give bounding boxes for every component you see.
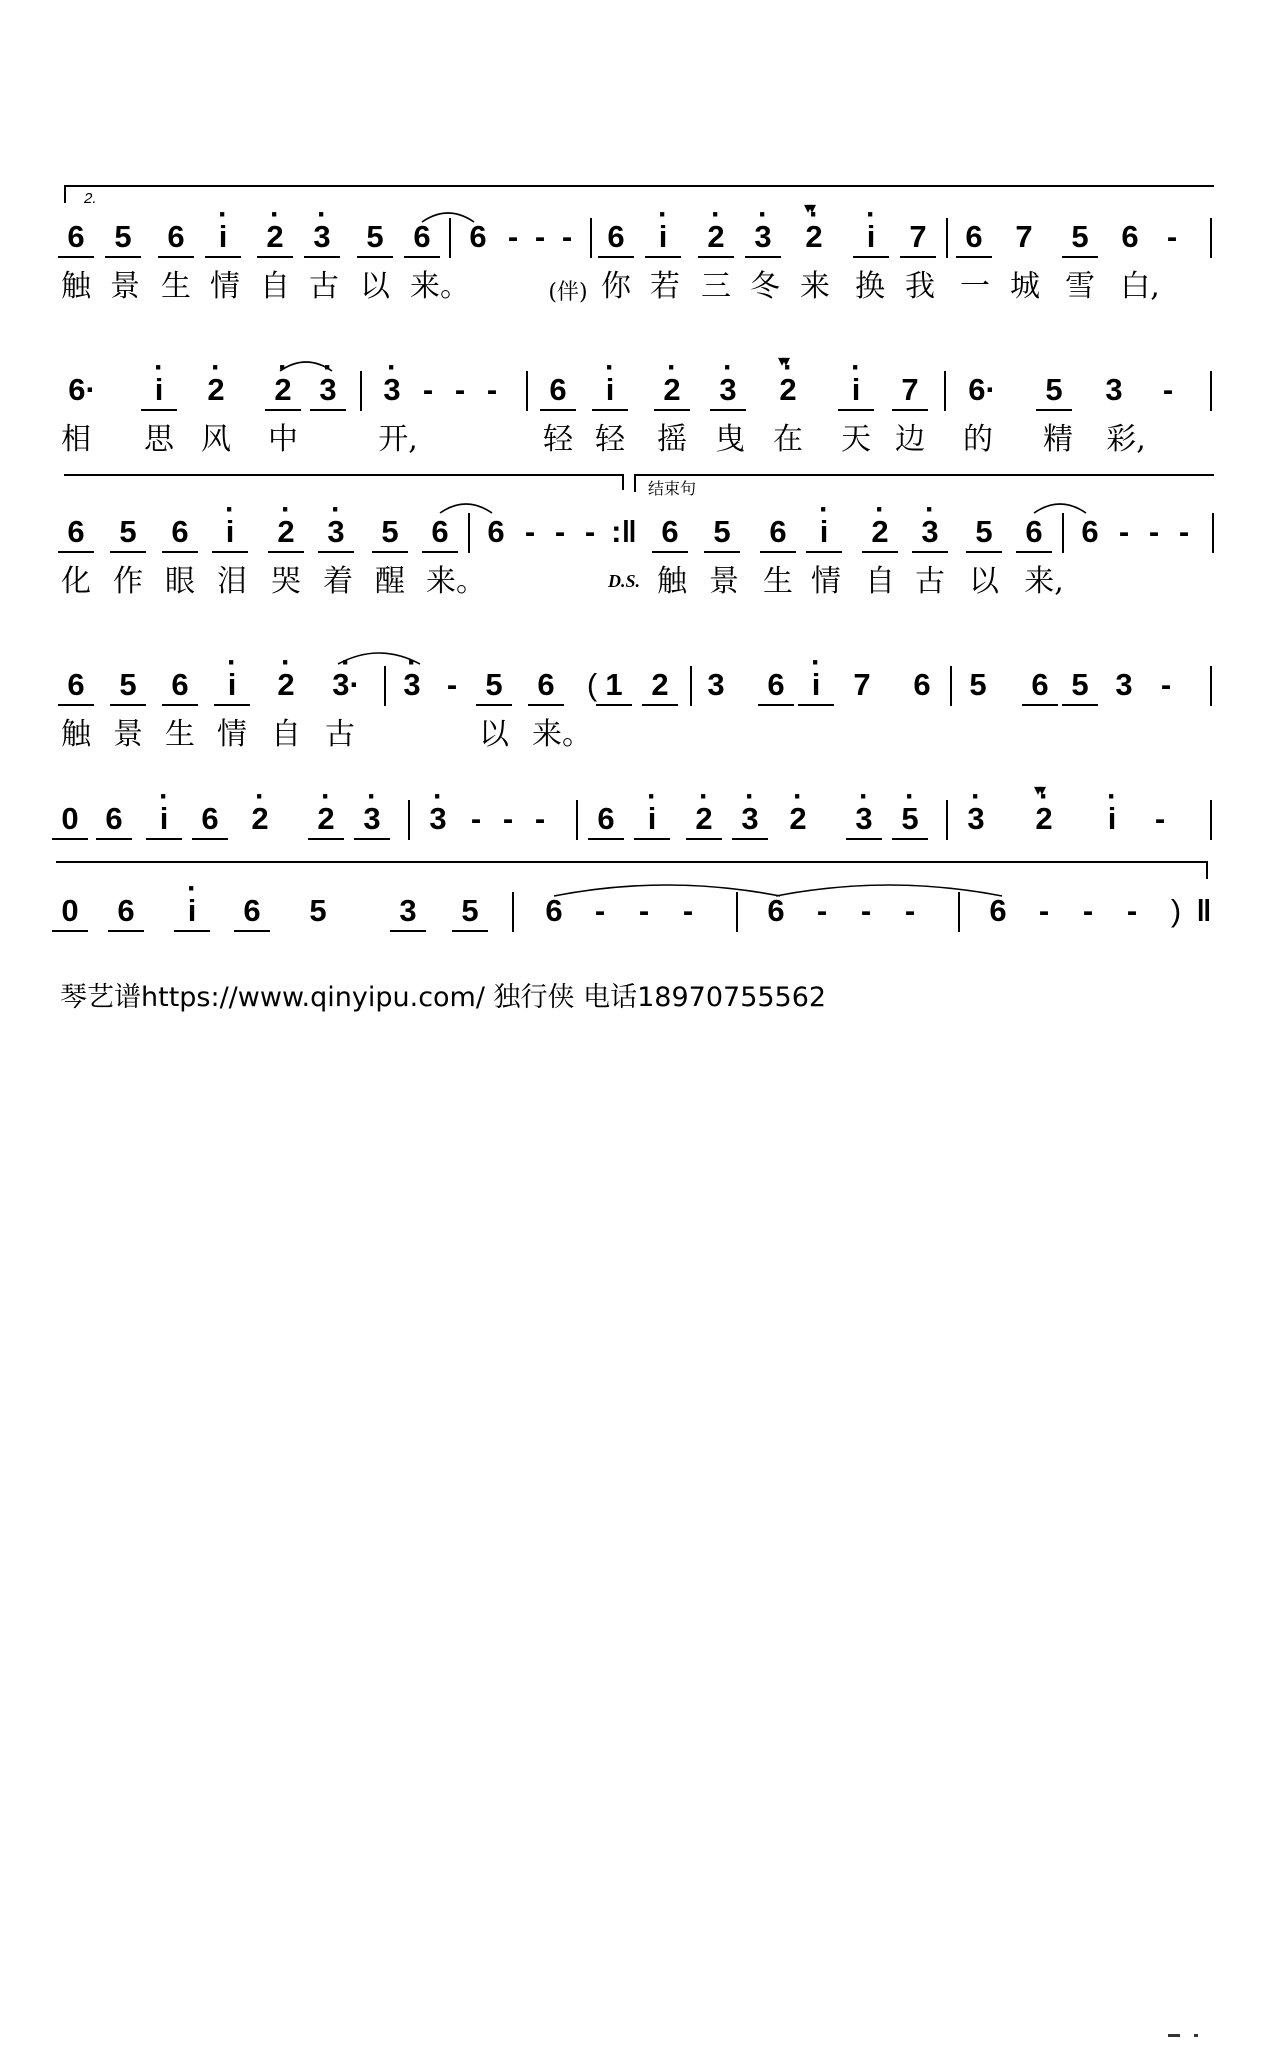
lyric: 一 xyxy=(960,269,990,304)
note: · 3 xyxy=(307,220,337,254)
barline xyxy=(576,800,578,840)
lyric: 思 xyxy=(144,422,174,457)
note: 5 xyxy=(113,515,143,549)
corner-mark xyxy=(1168,2033,1208,2039)
note: 6 xyxy=(237,894,267,928)
note: · 3 xyxy=(423,802,453,836)
note: 7 xyxy=(895,373,925,407)
note: · 5 xyxy=(895,802,925,836)
dash: - xyxy=(534,801,546,836)
note: 6 xyxy=(767,893,785,928)
lyric: 化 xyxy=(61,564,91,599)
note: · 2 xyxy=(799,220,829,254)
note: 6 xyxy=(545,893,563,928)
note: · 2 xyxy=(268,373,298,407)
note: 6 xyxy=(1025,668,1055,702)
lyric: 轻 xyxy=(595,422,625,457)
note: 3 xyxy=(393,894,423,928)
lyric: 精 xyxy=(1043,422,1073,457)
note: · i xyxy=(217,668,247,702)
dash: - xyxy=(1166,219,1178,254)
lyric: 哭 xyxy=(271,564,301,599)
note: 7 xyxy=(853,667,871,702)
lyric: 换 xyxy=(855,269,885,304)
volta-hook-2 xyxy=(64,185,66,203)
dash: - xyxy=(486,372,498,407)
note: · 3 xyxy=(313,373,343,407)
coda-line xyxy=(56,861,1208,863)
slur xyxy=(438,499,494,515)
lyric: 来。 xyxy=(532,717,592,752)
note: · 2 xyxy=(260,220,290,254)
lyric: 相 xyxy=(61,422,91,457)
lyric: 以 xyxy=(969,564,999,599)
note: · 2 xyxy=(783,802,813,836)
barline xyxy=(384,666,386,706)
lyric: 触 xyxy=(61,717,91,752)
note: 6 xyxy=(959,220,989,254)
note: 5 xyxy=(1065,668,1095,702)
note: 6 xyxy=(99,802,129,836)
slur xyxy=(336,648,422,666)
note: 6 xyxy=(425,515,455,549)
slur xyxy=(420,208,476,224)
note: · 3 xyxy=(321,515,351,549)
note: · 3 xyxy=(357,802,387,836)
barline xyxy=(468,513,470,553)
lyric: 来。 xyxy=(410,269,470,304)
note: · 2 xyxy=(773,373,803,407)
note: 6 xyxy=(111,894,141,928)
barline xyxy=(1210,218,1212,258)
note: 6 xyxy=(195,802,225,836)
slur xyxy=(1032,499,1088,515)
note: · i xyxy=(856,220,886,254)
dash: - xyxy=(561,219,573,254)
note: 6 xyxy=(543,373,573,407)
lyric: 以 xyxy=(360,269,390,304)
note: · 2 xyxy=(865,515,895,549)
barline xyxy=(946,218,948,258)
lyric: 情 xyxy=(210,269,240,304)
dash: - xyxy=(584,514,596,549)
lyric-accompaniment: (伴) xyxy=(548,280,588,305)
barline xyxy=(950,666,952,706)
lyric: 摇 xyxy=(657,422,687,457)
barline xyxy=(1210,666,1212,706)
note: 0 xyxy=(55,802,85,836)
note: 6 xyxy=(61,668,91,702)
lyric: 触 xyxy=(657,564,687,599)
dash: - xyxy=(860,893,872,928)
barline xyxy=(690,666,692,706)
note: · 3 xyxy=(849,802,879,836)
lyric: 在 xyxy=(773,422,803,457)
lyric: 的 xyxy=(963,422,993,457)
note: · i xyxy=(215,515,245,549)
note: · 3 xyxy=(397,668,427,702)
lyric: 冬 xyxy=(750,269,780,304)
note: · 3· xyxy=(326,668,366,702)
dash: - xyxy=(470,801,482,836)
note: · 3 xyxy=(735,802,765,836)
note: · 2 xyxy=(271,668,301,702)
note: 0 xyxy=(55,894,85,928)
paren: ) xyxy=(1170,893,1182,928)
lyric: 雪 xyxy=(1065,269,1095,304)
note: 6 xyxy=(761,668,791,702)
barline xyxy=(449,218,451,258)
note: · 2 xyxy=(311,802,341,836)
note: 5 xyxy=(375,515,405,549)
note: 6 xyxy=(913,667,931,702)
ending-hook xyxy=(634,474,636,492)
note: 6 xyxy=(161,220,191,254)
ending-label: 结束句 xyxy=(648,481,697,498)
trill-mark: ▾▾ xyxy=(1034,780,1043,799)
dash: - xyxy=(422,372,434,407)
footer-credit: 琴艺谱https://www.qinyipu.com/ 独行侠 电话18970755562 xyxy=(60,982,827,1013)
note: 6· xyxy=(968,372,996,407)
lyric: 古 xyxy=(325,717,355,752)
lyric: 以 xyxy=(479,717,509,752)
dash: - xyxy=(534,219,546,254)
note: · 2 xyxy=(201,373,231,407)
barline xyxy=(590,218,592,258)
dash: - xyxy=(524,514,536,549)
lyric: 三 xyxy=(701,269,731,304)
note: 6 xyxy=(165,668,195,702)
lyric: 生 xyxy=(161,269,191,304)
note: · 2 xyxy=(1029,802,1059,836)
lyric: 触 xyxy=(61,269,91,304)
note: · 2 xyxy=(245,802,275,836)
note: 6 xyxy=(61,515,91,549)
barline xyxy=(1062,513,1064,553)
lyric: 边 xyxy=(895,422,925,457)
note: 5 xyxy=(1039,373,1069,407)
repeat-end: :‖ xyxy=(611,514,637,549)
note: · 3 xyxy=(713,373,743,407)
dash: - xyxy=(1118,514,1130,549)
lyric: 若 xyxy=(650,269,680,304)
volta-line-1 xyxy=(64,474,624,476)
note: 2 xyxy=(645,668,675,702)
dash: - xyxy=(1162,372,1174,407)
ending-line xyxy=(634,474,1214,476)
dash: - xyxy=(1082,893,1094,928)
note: 3 xyxy=(1115,667,1133,702)
note: 5 xyxy=(1065,220,1095,254)
lyric: 我 xyxy=(905,269,935,304)
final-barline: ‖ xyxy=(1196,893,1212,928)
note: 6 xyxy=(531,668,561,702)
note: · 2 xyxy=(657,373,687,407)
lyric: 自 xyxy=(865,564,895,599)
tie xyxy=(552,880,782,898)
barline xyxy=(512,892,514,932)
lyric: 中 xyxy=(268,422,298,457)
note: 6 xyxy=(591,802,621,836)
dash: - xyxy=(594,893,606,928)
dash: - xyxy=(446,667,458,702)
note: 6 xyxy=(601,220,631,254)
note: · 3 xyxy=(748,220,778,254)
lyric: 着 xyxy=(323,564,353,599)
lyric: 情 xyxy=(811,564,841,599)
note: 7 xyxy=(903,220,933,254)
note: · 2 xyxy=(271,515,301,549)
lyric: 彩, xyxy=(1106,422,1146,457)
lyric: 自 xyxy=(260,269,290,304)
lyric: 风 xyxy=(201,422,231,457)
lyric: 来。 xyxy=(426,564,486,599)
note: 7 xyxy=(1015,219,1033,254)
slur xyxy=(278,357,334,373)
barline xyxy=(946,800,948,840)
note: 6 xyxy=(407,220,437,254)
barline xyxy=(944,371,946,411)
dash: - xyxy=(904,893,916,928)
note: 3 xyxy=(1105,372,1123,407)
lyric: 城 xyxy=(1010,269,1040,304)
note: 5 xyxy=(309,893,327,928)
barline xyxy=(408,800,410,840)
note: 6 xyxy=(1081,514,1099,549)
trill-mark: ▾▾ xyxy=(804,198,813,217)
coda-hook xyxy=(1206,861,1208,879)
lyric: 古 xyxy=(915,564,945,599)
dash: - xyxy=(1160,667,1172,702)
note: · i xyxy=(177,894,207,928)
volta-line-2 xyxy=(64,185,1214,187)
lyric: 醒 xyxy=(375,564,405,599)
lyric: 眼 xyxy=(165,564,195,599)
note: 5 xyxy=(108,220,138,254)
note: · i xyxy=(841,373,871,407)
note: 6 xyxy=(165,515,195,549)
note: 5 xyxy=(455,894,485,928)
note: 6 xyxy=(655,515,685,549)
volta-hook-1 xyxy=(622,474,624,490)
dash: - xyxy=(1178,514,1190,549)
dash: - xyxy=(502,801,514,836)
note: · 3 xyxy=(961,802,991,836)
dash: - xyxy=(816,893,828,928)
lyric: 生 xyxy=(763,564,793,599)
note: · i xyxy=(208,220,238,254)
note: 1 xyxy=(599,668,629,702)
note: 5 xyxy=(113,668,143,702)
note: 6 xyxy=(763,515,793,549)
lyric: 生 xyxy=(165,717,195,752)
lyric: 来 xyxy=(800,269,830,304)
lyric: 景 xyxy=(113,717,143,752)
lyric: 曳 xyxy=(715,422,745,457)
tie xyxy=(774,880,1004,898)
note: · i xyxy=(801,668,831,702)
paren: ( xyxy=(586,667,598,702)
note: · i xyxy=(149,802,179,836)
note: · i xyxy=(1097,802,1127,836)
note: 6· xyxy=(68,372,96,407)
dash: - xyxy=(507,219,519,254)
lyric: 情 xyxy=(217,717,247,752)
note: 6 xyxy=(469,219,487,254)
dash: - xyxy=(1126,893,1138,928)
note: 5 xyxy=(360,220,390,254)
note: 3 xyxy=(707,667,725,702)
lyric: 天 xyxy=(841,422,871,457)
lyric: 来, xyxy=(1024,564,1064,599)
note: 6 xyxy=(989,893,1007,928)
barline xyxy=(1212,513,1214,553)
note: · i xyxy=(595,373,625,407)
dash: - xyxy=(638,893,650,928)
barline xyxy=(1210,800,1212,840)
lyric: 作 xyxy=(113,564,143,599)
lyric: 你 xyxy=(601,269,631,304)
note: · 3 xyxy=(377,373,407,407)
lyric: 自 xyxy=(271,717,301,752)
barline xyxy=(958,892,960,932)
dash: - xyxy=(554,514,566,549)
lyric: 白, xyxy=(1120,269,1160,304)
note: · 2 xyxy=(689,802,719,836)
volta-label-2: 2. xyxy=(84,190,97,207)
dash: - xyxy=(1154,801,1166,836)
note: 5 xyxy=(969,667,987,702)
lyric: 景 xyxy=(110,269,140,304)
note: 5 xyxy=(969,515,999,549)
barline xyxy=(1210,371,1212,411)
note: 5 xyxy=(707,515,737,549)
lyric: 开, xyxy=(378,422,418,457)
lyric: 古 xyxy=(309,269,339,304)
dash: - xyxy=(682,893,694,928)
note: · i xyxy=(144,373,174,407)
dash: - xyxy=(1148,514,1160,549)
ds-marker: D.S. xyxy=(608,571,641,591)
barline xyxy=(360,371,362,411)
note: 6 xyxy=(61,220,91,254)
note: 5 xyxy=(479,668,509,702)
lyric: 泪 xyxy=(217,564,247,599)
barline xyxy=(736,892,738,932)
note: 6 xyxy=(1121,219,1139,254)
note: · i xyxy=(809,515,839,549)
dash: - xyxy=(454,372,466,407)
dash: - xyxy=(1038,893,1050,928)
note: · i xyxy=(648,220,678,254)
note: · 2 xyxy=(701,220,731,254)
barline xyxy=(526,371,528,411)
lyric: 轻 xyxy=(543,422,573,457)
lyric: 景 xyxy=(709,564,739,599)
trill-mark: ▾▾ xyxy=(778,351,787,370)
note: · i xyxy=(637,802,667,836)
note: 6 xyxy=(1019,515,1049,549)
note: · 3 xyxy=(915,515,945,549)
note: 6 xyxy=(487,514,505,549)
